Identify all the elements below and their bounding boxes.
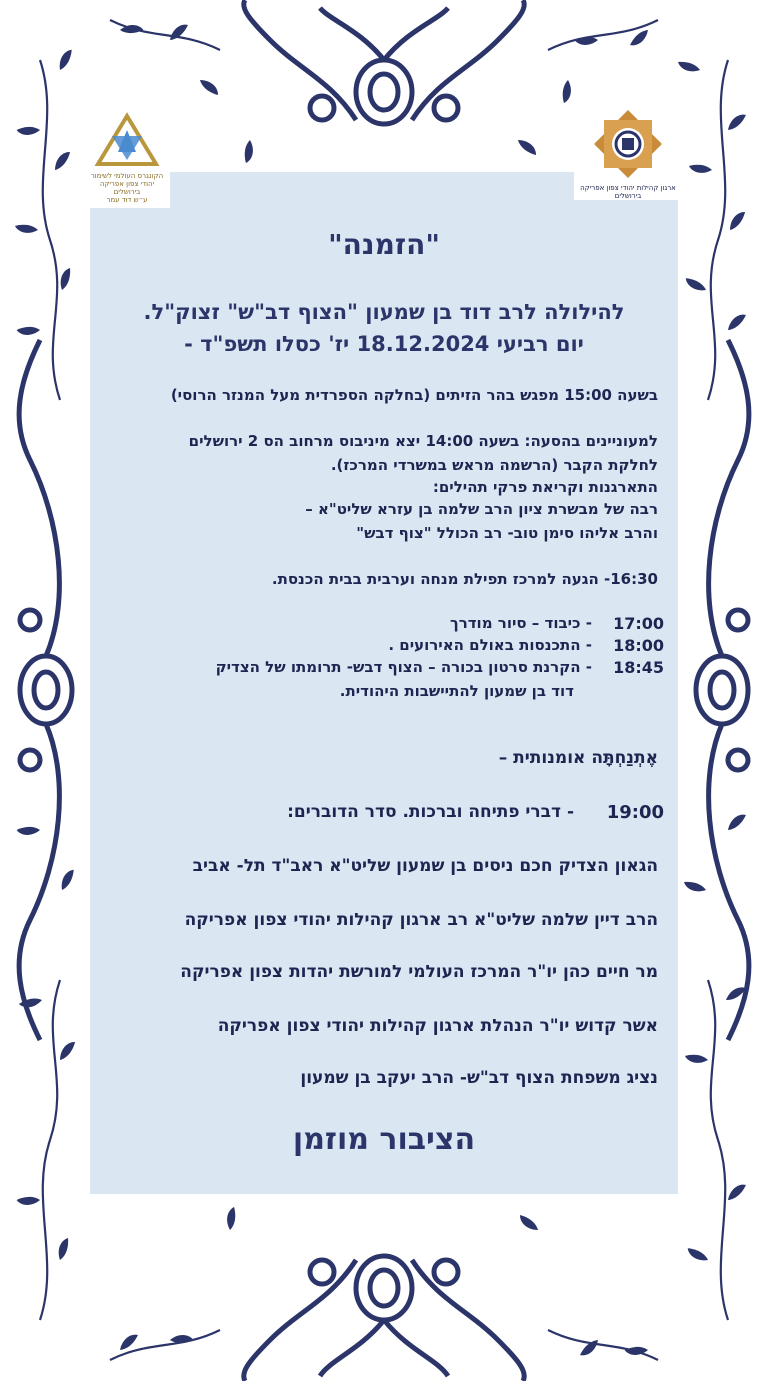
speakers-intro: - דברי פתיחה וברכות. סדר הדוברים:	[287, 802, 574, 822]
travel-line-2: לחלקת הקבר (הרשמה מראש במשרדי המרכז).	[330, 456, 658, 474]
speakers-time: 19:00	[606, 802, 664, 823]
schedule-text-3-cont: דוד בן שמעון להתיישבות היהודית.	[339, 682, 574, 700]
meeting-line: בשעה 15:00 מפגש בהר הזיתים (בחלקה הספרדית מעל המנזר הרוסי)	[170, 386, 658, 404]
schedule-time-2: 18:00	[613, 636, 664, 655]
arrival-line: 16:30- הגעה למרכז תפילת מנחה וערבית בבית הכנסת.	[271, 570, 658, 588]
speaker-3: מר חיים כהן יו"ר המרכז העולמי למורשת יהדות צפון אפריקה	[180, 962, 658, 982]
community-logo-caption: ארגון קהילות יהודי צפון אפריקה בירושלים	[580, 184, 676, 200]
speaker-4: אשר קדוש יו"ר הנהלת ארגון קהילות יהודי צפון אפריקה	[217, 1016, 658, 1036]
page-title: "הזמנה"	[328, 228, 440, 261]
speaker-2: הרב דיין שלמה שליט"א רב ארגון קהילות יהודי צפון אפריקה	[184, 910, 658, 930]
art-title: אֶתְנַחְתָּה אומנותית –	[498, 748, 658, 768]
prayer-line-2: והרב אליהו סימן טוב- רב הכולל "צוף דבש"	[356, 524, 658, 542]
schedule-time-3: 18:45	[613, 658, 664, 677]
prayer-line-1: רבה של מבשרת ציון הרב שלמה בן עזרא שליט"א –	[305, 500, 658, 518]
schedule-text-2: - התכנסות באולם האירועים .	[388, 636, 592, 654]
invitation-content	[90, 172, 678, 1194]
travel-line-1: למעוניינים בהסעה: בשעה 14:00 יצא מיניבוס מרחוב הס 2 ירושלים	[188, 432, 658, 450]
closing-line: הציבור מוזמן	[292, 1122, 476, 1157]
speaker-1: הגאון הצדיק חכם ניסים בן שמעון שליט"א ראב"ד תל- אביב	[192, 856, 658, 876]
schedule-text-1: - כיבוד – סיור מודרך	[450, 614, 592, 632]
star-emblem-icon	[574, 108, 682, 180]
prayer-title: התארגנות וקריאת פרקי תהילים:	[432, 478, 658, 496]
speaker-5: נציג משפחת הצוף דב"ש- הרב יעקב בן שמעון	[300, 1068, 658, 1088]
heading-line-2: יום רביעי 18.12.2024 יז' כסלו תשפ"ד -	[184, 332, 584, 356]
schedule-text-3: - הקרנת סרטון בכורה – הצוף דבש- תרומתו של הצדיק	[215, 658, 592, 676]
congress-logo-text: הקונגרס העולמי לשימור יהודי צפון אפריקה בירושלים ע״ש דוד עמר	[90, 172, 164, 204]
heading-line-1: להילולה לרב דוד בן שמעון "הצוף דב"ש" זצוק"ל.	[143, 300, 625, 324]
schedule-time-1: 17:00	[613, 614, 664, 633]
star-logo-icon	[84, 112, 170, 174]
